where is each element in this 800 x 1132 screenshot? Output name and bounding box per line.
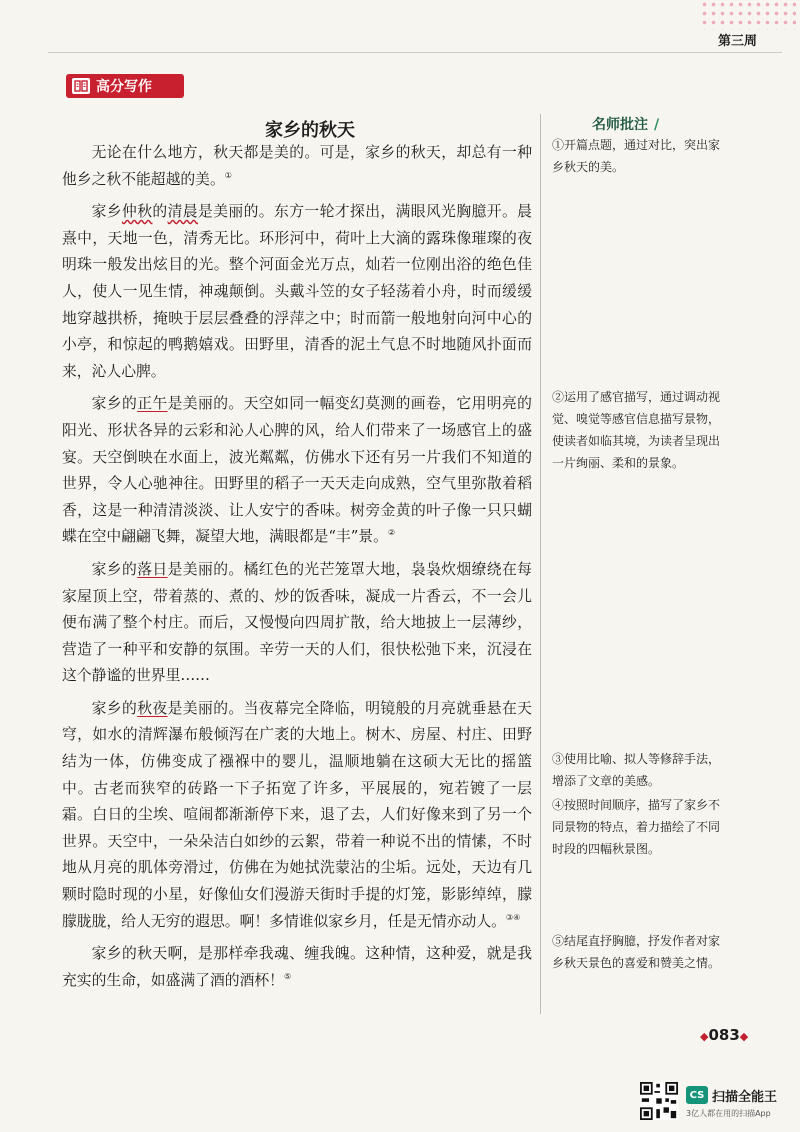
page-number-value: 083	[708, 1026, 740, 1044]
section-tag	[66, 74, 184, 98]
essay-paragraph	[62, 557, 532, 690]
notes-header-label: 名师批注	[592, 117, 648, 133]
essay-paragraph	[62, 391, 532, 551]
paragraph-text: 家乡	[91, 203, 122, 221]
note-4: ④按照时间顺序，描写了家乡不同景物的特点，着力描绘了不同时段的四幅秋景图。	[552, 798, 721, 856]
paragraph-text: 家乡的	[91, 560, 138, 578]
notes-header	[592, 114, 659, 134]
essay-paragraph	[62, 140, 532, 193]
annotation-marker: ③④	[505, 912, 521, 922]
essay-paragraph	[62, 199, 532, 385]
slash-decoration: /	[654, 117, 660, 133]
essay-body	[62, 140, 532, 1000]
diamond-icon: ◆	[700, 1030, 709, 1043]
paragraph-text: 的	[152, 203, 168, 221]
paragraph-text: 家乡的	[91, 395, 138, 413]
paragraph-text: 是美丽的。当夜幕完全降临，明镜般的月亮就垂悬在天穹，如水的清辉瀑布般倾泻在广袤的大地上。树木、房屋、村庄、田野结为一体，仿佛变成了襁褓中的婴儿，温顺地躺在这硕大无比的摇篮中。古老而狭窄的砖路一下子拓宽了许多，平展展的，宛若镀了一层霜。白日的尘埃、喧闹都渐渐停下来，退了去，人们好像来到了另一个世界。天空中，一朵朵洁白如纱的云絮，带着一种说不出的情愫，不时地从月亮的肌体旁滑过，仿佛在为她拭洗蒙沾的尘垢。远处，天边有几颗时隐时现的小星，好像仙女们漫游天街时手提的灯笼，影影绰绰，朦朦胧胧，给人无穷的遐思。啊！多情谁似家乡月，任是无情亦动人。	[62, 699, 532, 930]
scanner-tagline: 3亿人都在用的扫描App	[686, 1109, 771, 1118]
annotation-marker: ⑤	[283, 971, 292, 981]
note-2: ②运用了感官描写，通过调动视觉、嗅觉等感官信息描写景物，使读者如临其境，为读者呈现出一片绚丽、柔和的景象。	[552, 390, 721, 470]
annotation-marker: ①	[224, 170, 232, 180]
highlighted-phrase: 正午	[137, 395, 168, 413]
diamond-icon: ◆	[739, 1030, 749, 1043]
paragraph-text: 家乡的	[91, 699, 138, 717]
column-divider	[540, 114, 541, 1014]
note-3: ③使用比喻、拟人等修辞手法，增添了文章的美感。	[552, 752, 721, 788]
scanner-name: 扫描全能王	[712, 1090, 778, 1105]
book-icon	[72, 78, 90, 94]
paragraph-text: 无论在什么地方，秋天都是美的。可是，家乡的秋天，却总有一种他乡之秋不能超越的美。	[62, 144, 532, 188]
note-5: ⑤结尾直抒胸臆，抒发作者对家乡秋天景色的喜爱和赞美之情。	[552, 934, 721, 970]
qr-code-icon	[640, 1082, 678, 1120]
essay-title: 家乡的秋天	[265, 120, 355, 141]
paragraph-text: 是美丽的。天空如同一幅变幻莫测的画卷，它用明亮的阳光、形状各异的云彩和沁人心脾的风，给人们带来了一场感官上的盛宴。天空倒映在水面上，波光粼粼，仿佛水下还有另一片我们不知道的世界，令人心驰神往。田野里的稻子一天天走向成熟，空气里弥散着稻香，这是一种清清淡淡、让人安宁的香味。树旁金黄的叶子像一只只蝴蝶在空中翩翩飞舞，凝望大地，满眼都是“丰”景。	[62, 395, 532, 546]
section-tag-label: 高分写作	[96, 79, 152, 95]
week-label: 第三周	[718, 34, 758, 49]
highlighted-phrase: 清晨	[167, 203, 199, 221]
note-1: ①开篇点题，通过对比，突出家乡秋天的美。	[552, 138, 721, 174]
paragraph-text: 是美丽的。橘红色的光芒笼罩大地，袅袅炊烟缭绕在每家屋顶上空，带着蒸的、煮的、炒的饭香味，凝成一片香云，不一会儿便布满了整个村庄。而后，又慢慢向四周扩散，给大地披上一层薄纱，营造了一种平和安静的氛围。辛劳一天的人们，很快松弛下来，沉浸在这个静谧的世界里……	[62, 560, 532, 685]
essay-paragraph	[62, 941, 532, 994]
page-number	[700, 1026, 748, 1044]
scanner-logo: CS	[686, 1086, 708, 1104]
highlighted-phrase: 仲秋	[122, 203, 153, 221]
highlighted-phrase: 落日	[137, 560, 168, 578]
paragraph-text: 家乡的秋天啊，是那样牵我魂、缠我魄。这种情，这种爱，就是我充实的生命，如盛满了酒的酒杯！	[62, 945, 532, 989]
annotation-marker: ②	[387, 528, 396, 538]
essay-paragraph	[62, 696, 532, 935]
header-rule	[48, 52, 782, 53]
highlighted-phrase: 秋夜	[137, 699, 168, 717]
paragraph-text: 是美丽的。东方一轮才探出，满眼风光胸臆开。晨熹中，天地一色，清秀无比。环形河中，荷叶上大滴的露珠像璀璨的夜明珠一般发出炫目的光。整个河面金光万点，灿若一位刚出浴的绝色佳人，使人一见生情，神魂颠倒。头戴斗笠的女子轻荡着小舟，时而缓缓地穿越拱桥，掩映于层层叠叠的浮萍之中；时而箭一般地射向河中心的小亭，和惊起的鸭鹅嬉戏。田野里，清香的泥土气息不时地随风扑面而来，沁人心脾。	[62, 203, 532, 380]
decorative-dot-grid	[700, 0, 796, 30]
